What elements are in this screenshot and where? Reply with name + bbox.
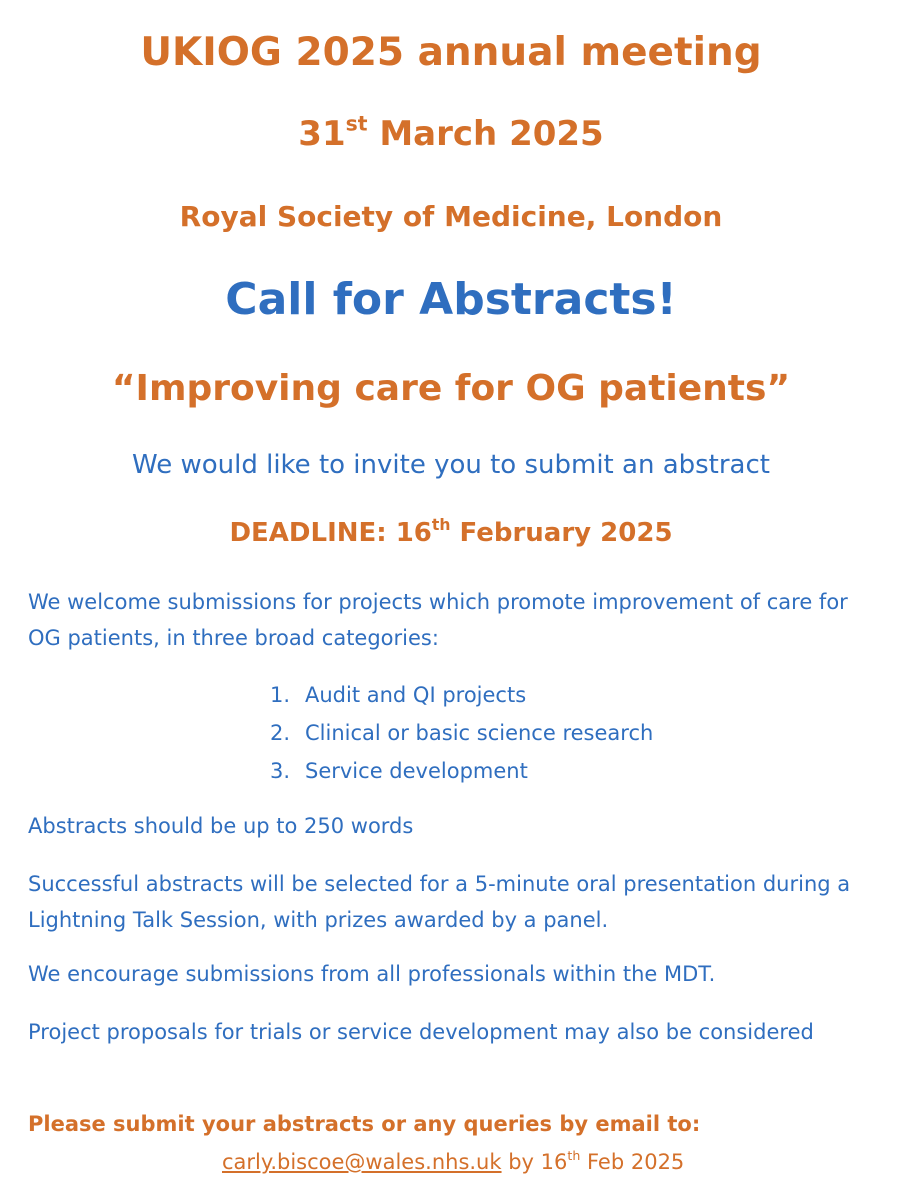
word-limit-text: Abstracts should be up to 250 words xyxy=(28,814,414,838)
list-item xyxy=(270,676,653,714)
list-item xyxy=(270,752,653,790)
welcome-line-2: OG patients, in three broad categories: xyxy=(28,626,439,650)
categories-list xyxy=(270,676,653,790)
list-item-label: Audit and QI projects xyxy=(305,683,527,707)
submit-prompt: Please submit your abstracts or any queries by email to: xyxy=(28,1112,701,1136)
list-item-label: Service development xyxy=(305,759,528,783)
list-item-label: Clinical or basic science research xyxy=(305,721,654,745)
date-rest: March 2025 xyxy=(367,114,604,154)
deadline-suffix: th xyxy=(431,516,451,535)
date-suffix: st xyxy=(345,111,368,136)
list-item xyxy=(270,714,653,752)
list-item-number: 3. xyxy=(270,759,291,783)
deadline xyxy=(0,518,902,548)
call-for-abstracts-heading: Call for Abstracts! xyxy=(225,274,677,325)
event-date xyxy=(0,111,902,154)
event-venue: Royal Society of Medicine, London xyxy=(179,200,723,233)
contact-by-prefix: by 16 xyxy=(501,1150,568,1174)
deadline-prefix: DEADLINE: 16 xyxy=(229,518,432,548)
email-link[interactable]: carly.biscoe@wales.nhs.uk xyxy=(222,1150,502,1174)
event-title: UKIOG 2025 annual meeting xyxy=(140,30,762,75)
deadline-rest: February 2025 xyxy=(450,518,673,548)
date-day: 31 xyxy=(298,114,346,154)
success-paragraph xyxy=(28,866,850,938)
success-line-2: Lightning Talk Session, with prizes awarded by a panel. xyxy=(28,908,609,932)
success-line-1: Successful abstracts will be selected for a 5-minute oral presentation during a xyxy=(28,872,851,896)
list-item-number: 2. xyxy=(270,721,291,745)
encourage-text: We encourage submissions from all professionals within the MDT. xyxy=(28,962,716,986)
invite-text: We would like to invite you to submit an abstract xyxy=(132,450,770,480)
contact-by-suffix: th xyxy=(567,1148,581,1164)
contact-line xyxy=(222,1150,684,1174)
contact-by-rest: Feb 2025 xyxy=(580,1150,685,1174)
proposals-text: Project proposals for trials or service development may also be considered xyxy=(28,1020,814,1044)
list-item-number: 1. xyxy=(270,683,291,707)
meeting-theme: “Improving care for OG patients” xyxy=(111,368,791,409)
welcome-paragraph xyxy=(28,584,848,656)
welcome-line-1: We welcome submissions for projects which promote improvement of care for xyxy=(28,590,848,614)
